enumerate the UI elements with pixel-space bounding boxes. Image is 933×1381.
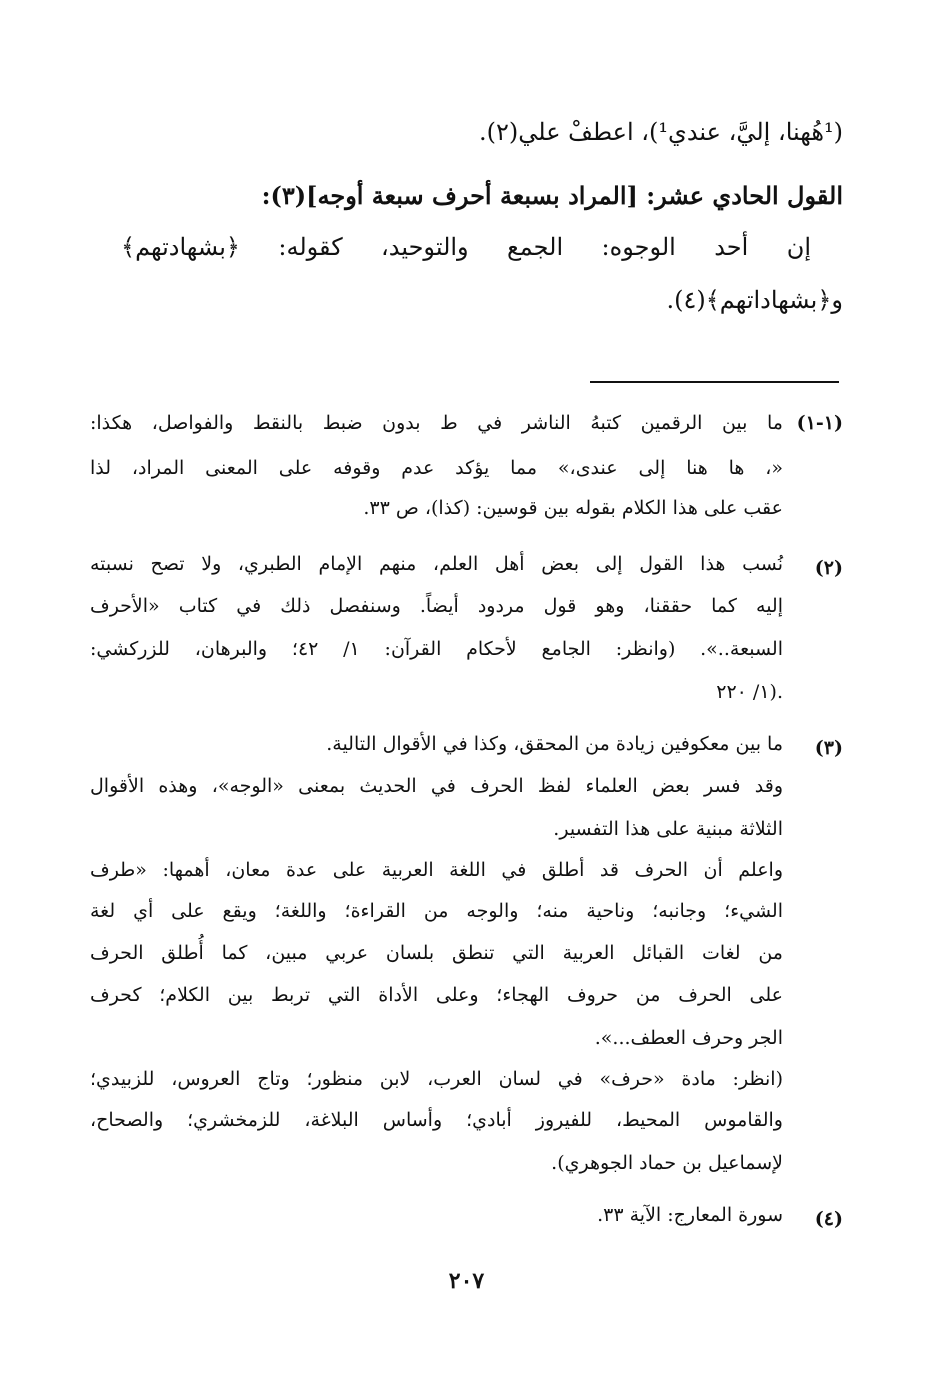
footnote-line: (انظر: مادة «حرف» في لسان العرب، لابن منظور؛ وتاج العروس، للزبيدي؛: [90, 1068, 783, 1090]
footnote-line: السبعة..». (وانظر: الجامع لأحكام القرآن: ١/ ٤٢؛ والبرهان، للزركشي:: [90, 638, 783, 660]
footnote-line: على الحرف من حروف الهجاء؛ وعلى الأداة التي تربط بين الكلام؛ كحرف: [90, 984, 783, 1006]
main-text-line-2: إن أحد الوجوه: الجمع والتوحيد، كقوله: ﴿بشهادتهم﴾: [121, 233, 811, 261]
footnote-line: ١/ ٢٢٠).: [716, 681, 783, 703]
footnote-line: عقب على هذا الكلام بقوله بين قوسين: (كذا)، ص ٣٣.: [363, 497, 783, 519]
footnote-line: واعلم أن الحرف قد أطلق في اللغة العربية على عدة معان، أهمها: «طرف: [90, 859, 783, 881]
footnote-line: من لغات القبائل العربية التي تنطق بلسان عربي مبين، كما أُطلق الحرف: [90, 942, 783, 964]
footnote-number: (٣): [814, 737, 843, 759]
footnote-line: لإسماعيل بن حماد الجوهري).: [551, 1152, 783, 1174]
footnote-number: (٢): [814, 557, 843, 579]
footnote-line: الشيء؛ وجانبه؛ وناحية منه؛ والوجه من القراءة؛ واللغة؛ ويقع على أي لغة: [90, 900, 783, 922]
footnote-line: نُسب هذا القول إلى بعض أهل العلم، منهم الإمام الطبري، ولا تصح نسبته: [90, 553, 783, 575]
footnote-line: إليه كما حققنا، وهو قول مردود أيضاً. وسنفصل ذلك في كتاب «الأحرف: [90, 595, 783, 617]
main-text-line-1: (¹هُهنا، إليَّ، عندي¹)، اعطفْ علي(٢).: [479, 118, 843, 146]
footnote-line: «، ها هنا إلى عندى،» مما يؤكد عدم وقوفه على المعنى المراد، لذا: [90, 457, 783, 479]
footnote-line: الجر وحرف العطف...».: [594, 1027, 783, 1049]
footnote-line: وقد فسر بعض العلماء لفظ الحرف في الحديث بمعنى «الوجه»، وهذه الأقوال: [90, 775, 783, 797]
section-heading: القول الحادي عشر: [المراد بسبعة أحرف سبعة أوجه](٣):: [261, 181, 843, 210]
page-number: ٢٠٧: [448, 1268, 485, 1294]
footnote-number: (١-١): [796, 412, 843, 434]
footnote-separator: [590, 381, 839, 383]
footnote-line: ما بين معكوفين زيادة من المحقق، وكذا في الأقوال التالية.: [326, 733, 783, 755]
main-text-line-3: و﴿بشهاداتهم﴾(٤).: [666, 286, 843, 314]
footnote-number: (٤): [814, 1208, 843, 1230]
footnote-line: ما بين الرقمين كتبهُ الناشر في ط بدون ضبط بالنقط والفواصل، هكذا:: [90, 412, 783, 434]
footnote-line: سورة المعارج: الآية ٣٣.: [597, 1204, 783, 1226]
footnote-line: الثلاثة مبنية على هذا التفسير.: [553, 818, 783, 840]
footnote-line: والقاموس المحيط، للفيروز أبادي؛ وأساس البلاغة، للزمخشري؛ والصحاح،: [90, 1109, 783, 1131]
